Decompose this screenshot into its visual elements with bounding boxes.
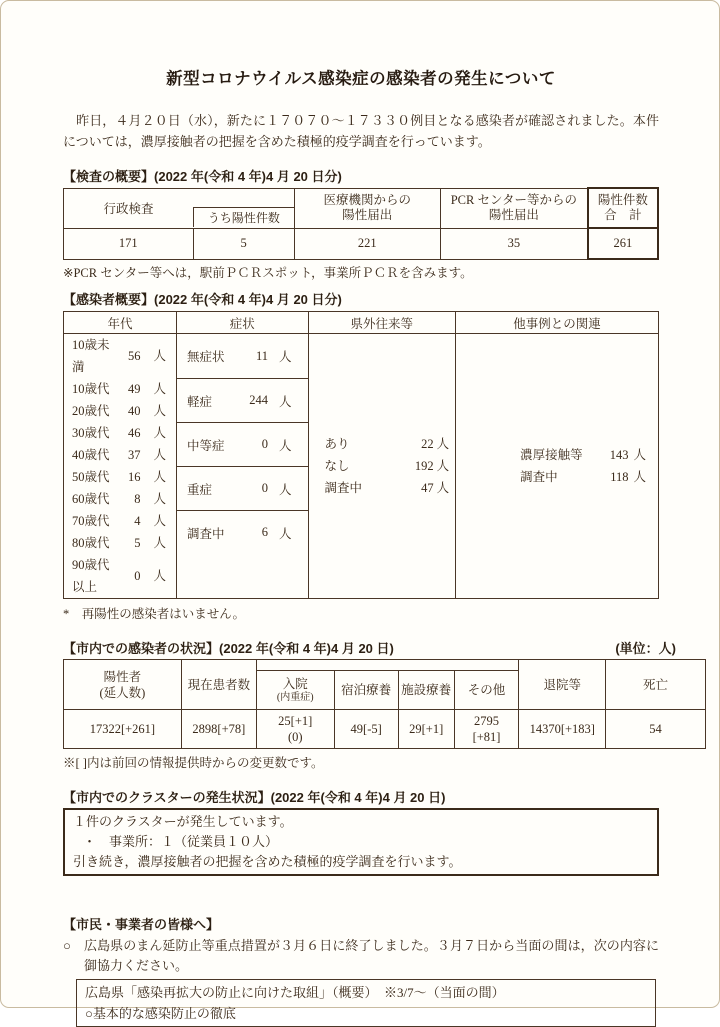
hospitalized-header: 入院 (内重症) <box>256 671 334 710</box>
intro-paragraph: 昨日，４月２０日（水），新たに１７０７０～１７３３０例目となる感染者が確認されました。本件については，濃厚接触者の把握を含めた積極的疫学調査を行っています。 <box>63 113 659 149</box>
reinfection-note: * 再陽性の感染者はいません。 <box>63 607 246 621</box>
unit-label: 人 <box>279 482 292 497</box>
total-positive-header: 陽性件数 合 計 <box>588 188 658 228</box>
prefecture-measures-box <box>76 979 656 1027</box>
travel-value: 47 <box>421 481 434 495</box>
age-column-header: 年代 <box>64 312 177 334</box>
age-row <box>64 444 176 466</box>
other-value: 2795 [+81] <box>454 710 519 749</box>
unit-label: 人 <box>153 404 167 418</box>
unit-label: 人 <box>153 492 167 506</box>
travel-value: 22 <box>421 437 434 451</box>
symptom-breakdown-cell <box>177 334 308 599</box>
summary-body-row <box>64 334 659 599</box>
symptom-row <box>177 378 307 422</box>
current-patients-header: 現在患者数 <box>181 660 256 710</box>
age-row <box>64 532 176 554</box>
facility-care-header: 施設療養 <box>398 671 454 710</box>
summary-heading-label: 【感染者概要】 <box>63 292 155 307</box>
travel-value: 192 <box>414 459 434 473</box>
symptom-value: 244 <box>249 393 269 407</box>
relation-breakdown-cell <box>456 334 659 599</box>
deaths-header: 死亡 <box>606 660 706 710</box>
symptom-row <box>177 334 307 378</box>
status-unit-label: (単位：人) <box>615 641 676 656</box>
unit-label: 人 <box>153 569 167 583</box>
age-value: 16 <box>128 470 141 484</box>
unit-label: 人 <box>153 382 167 396</box>
circle-bullet-mark: ○ <box>63 938 71 953</box>
discharged-value: 14370[+183] <box>519 710 606 749</box>
age-value: 40 <box>128 404 141 418</box>
deaths-value: 54 <box>606 710 706 749</box>
unit-label: 人 <box>279 526 292 541</box>
discharged-header: 退院等 <box>519 660 606 710</box>
citizens-section-heading <box>63 916 659 934</box>
symptom-value: 11 <box>255 348 269 363</box>
medical-report-value: 221 <box>294 228 440 259</box>
age-label: 90歳代以上 <box>72 558 110 594</box>
age-row <box>64 400 176 422</box>
age-label: 80歳代 <box>72 536 110 550</box>
travel-column-header: 県外往来等 <box>308 312 456 334</box>
inspection-heading-label: 【検査の概要】 <box>63 169 155 184</box>
relation-row <box>456 466 658 488</box>
age-value: 37 <box>128 448 141 462</box>
cluster-section-heading <box>63 789 659 807</box>
cluster-heading-date: (2022 年(令和 4 年)4 月 20 日) <box>270 790 446 805</box>
cluster-heading-label: 【市内でのクラスターの発生状況】 <box>63 790 271 805</box>
age-label: 40歳代 <box>72 448 110 462</box>
measures-box-line: 広島県「感染再拡大の防止に向けた取組」（概要） ※3/7～（当面の間） <box>85 985 505 1000</box>
summary-header-row <box>64 312 659 334</box>
relation-value: 118 <box>610 470 629 484</box>
hospitalized-value: 25[+1] (0) <box>256 710 334 749</box>
admin-test-value: 171 <box>64 228 194 259</box>
relation-value: 143 <box>609 448 629 462</box>
unit-label: 人 <box>436 459 450 473</box>
page-title: 新型コロナウイルス感染症の感染者の発生について <box>166 70 556 88</box>
age-label: 50歳代 <box>72 470 110 484</box>
unit-label: 人 <box>436 481 450 495</box>
age-label: 70歳代 <box>72 514 110 528</box>
age-value: 0 <box>134 569 141 583</box>
positive-count-subheader: うち陽性件数 <box>193 207 294 227</box>
citizens-bullet <box>63 936 659 976</box>
age-row <box>64 378 176 400</box>
age-breakdown-cell <box>64 334 177 599</box>
unit-label: 人 <box>436 437 450 451</box>
relation-label: 調査中 <box>520 470 558 484</box>
unit-label: 人 <box>279 438 292 453</box>
city-status-table <box>63 659 706 749</box>
symptom-row <box>177 466 307 510</box>
symptom-row <box>177 510 307 554</box>
symptom-value: 6 <box>261 525 269 539</box>
hotel-care-header: 宿泊療養 <box>334 671 398 710</box>
inspection-value-row <box>64 228 659 259</box>
unit-label: 人 <box>153 448 167 462</box>
unit-label: 人 <box>279 350 292 364</box>
age-value: 5 <box>134 536 141 550</box>
unit-label: 人 <box>633 448 646 462</box>
other-header: その他 <box>454 671 519 710</box>
age-row <box>64 554 176 598</box>
travel-row <box>309 477 456 499</box>
inspection-section-heading <box>63 168 659 186</box>
age-value: 56 <box>128 349 141 363</box>
relation-row <box>456 444 658 466</box>
inspection-header-row <box>64 188 659 228</box>
unit-label: 人 <box>279 394 292 409</box>
age-label: 60歳代 <box>72 492 110 506</box>
admin-test-header-cell <box>64 188 295 228</box>
status-value-row <box>64 710 706 749</box>
cluster-line: 引き続き，濃厚接触者の把握を含めた積極的疫学調査を行います。 <box>73 854 462 869</box>
relation-column-header: 他事例との関連 <box>456 312 659 334</box>
positive-total-header: 陽性者 (延人数) <box>64 660 182 710</box>
status-header-strip <box>256 660 519 671</box>
age-value: 4 <box>134 514 141 528</box>
unit-label: 人 <box>153 426 167 440</box>
age-row <box>64 334 176 378</box>
symptom-label: 調査中 <box>187 526 225 541</box>
unit-label: 人 <box>153 536 167 550</box>
age-value: 49 <box>128 382 141 396</box>
travel-label: なし <box>324 459 350 473</box>
age-label: 30歳代 <box>72 426 110 440</box>
patient-summary-table <box>63 311 659 599</box>
unit-label: 人 <box>153 470 167 484</box>
summary-heading-date: (2022 年(令和 4 年)4 月 20 日分) <box>154 292 342 307</box>
bracket-note: ※[ ]内は前回の情報提供時からの変更数です。 <box>63 756 324 770</box>
citizens-bullet-text: 広島県のまん延防止等重点措置が３月６日に終了しました。３月７日から当面の間は，次の内容に御協力ください。 <box>84 938 659 973</box>
age-row <box>64 510 176 532</box>
measures-box-line: ○基本的な感染防止の徹底 <box>85 1006 236 1021</box>
unit-label: 人 <box>633 470 646 484</box>
symptom-label: 軽症 <box>187 394 213 409</box>
current-patients-value: 2898[+78] <box>181 710 256 749</box>
pcr-note: ※PCR センター等へは，駅前ＰＣＲスポット，事業所ＰＣＲを含みます。 <box>63 266 473 280</box>
age-row <box>64 488 176 510</box>
travel-breakdown-cell <box>308 334 456 599</box>
symptom-column-header: 症状 <box>177 312 308 334</box>
facility-care-value: 29[+1] <box>398 710 454 749</box>
age-value: 8 <box>134 492 141 506</box>
travel-row <box>309 433 456 455</box>
inspection-table <box>63 187 659 260</box>
symptom-label: 無症状 <box>187 350 225 364</box>
status-strip-row <box>64 660 706 671</box>
inspection-heading-date: (2022 年(令和 4 年)4 月 20 日分) <box>154 169 342 184</box>
age-row <box>64 466 176 488</box>
status-heading-label: 【市内での感染者の状況】 <box>63 641 220 656</box>
cluster-status-box <box>63 808 659 876</box>
travel-label: 調査中 <box>324 481 363 495</box>
pcr-center-header: PCR センター等からの 陽性届出 <box>440 188 587 228</box>
document-content <box>63 65 676 1027</box>
status-heading-date: (2022 年(令和 4 年)4 月 20 日) <box>219 641 394 656</box>
cluster-line: １件のクラスターが発生しています。 <box>73 814 293 829</box>
medical-report-header: 医療機関からの 陽性届出 <box>294 188 440 228</box>
symptom-label: 中等症 <box>187 438 225 453</box>
positive-count-value: 5 <box>193 228 294 259</box>
cluster-line: ・ 事業所：１（従業員１０人） <box>83 834 279 849</box>
pcr-center-value: 35 <box>440 228 587 259</box>
symptom-value: 0 <box>261 437 269 451</box>
age-label: 10歳代 <box>72 382 110 396</box>
age-label: 10歳未満 <box>72 338 110 374</box>
age-row <box>64 422 176 444</box>
symptom-label: 重症 <box>187 482 213 497</box>
citizens-heading-label: 【市民・事業者の皆様へ】 <box>63 917 220 932</box>
unit-label: 人 <box>153 349 167 363</box>
travel-row <box>309 455 456 477</box>
travel-label: あり <box>324 437 350 451</box>
age-value: 46 <box>128 426 141 440</box>
summary-section-heading <box>63 291 659 309</box>
symptom-value: 0 <box>261 481 269 495</box>
unit-label: 人 <box>153 514 167 528</box>
hotel-care-value: 49[-5] <box>334 710 398 749</box>
admin-test-header: 行政検査 <box>103 202 154 216</box>
status-section-heading <box>63 640 706 658</box>
positive-total-value: 17322[+261] <box>64 710 182 749</box>
total-positive-value: 261 <box>588 228 658 259</box>
age-label: 20歳代 <box>72 404 110 418</box>
relation-label: 濃厚接触等 <box>520 448 583 462</box>
symptom-row <box>177 422 307 466</box>
